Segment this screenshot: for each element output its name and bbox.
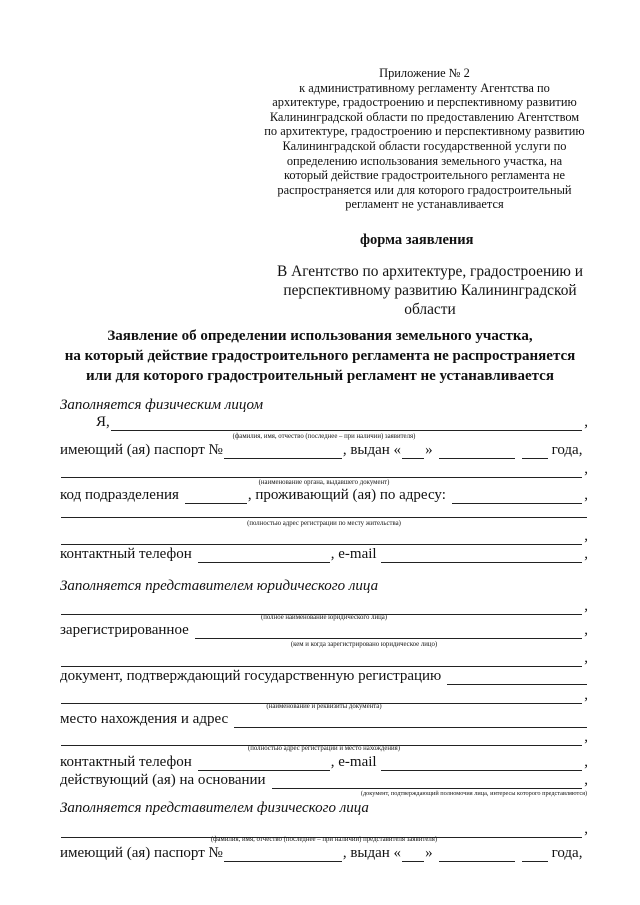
comma: , <box>584 546 588 562</box>
residence-address-field[interactable] <box>452 490 582 504</box>
appendix-line: определению использования земельного участка, на <box>286 153 563 168</box>
registration-authority-field[interactable] <box>195 625 582 639</box>
comma: , <box>584 821 588 837</box>
appendix-line: к административному регламенту Агентства по <box>299 80 550 95</box>
comma: , <box>584 772 588 788</box>
caption-issuer: (наименование органа, выдавшего документ) <box>258 479 390 486</box>
subdivision-row <box>60 487 588 504</box>
addressee-line: В Агентство по архитектуре, градостроению и <box>276 263 584 280</box>
registered-row <box>60 622 588 639</box>
addressee-line: области <box>404 301 456 318</box>
comma: , <box>584 622 588 638</box>
comma: , <box>584 414 588 430</box>
rep-passport-row <box>60 845 588 862</box>
individual-email-field[interactable] <box>381 549 583 563</box>
caption-registered: (кем и когда зарегистрировано юридическое лицо) <box>290 641 438 648</box>
legal-email-label: , e-mail <box>330 754 377 770</box>
rep-year-label: года, <box>551 845 583 861</box>
residence-address-extra-field[interactable] <box>61 531 582 545</box>
comma: , <box>584 528 588 544</box>
caption-representative-fio: (фамилия, имя, отчество (последнее – при наличии) представителя заявителя) <box>210 836 438 843</box>
issuer-row <box>60 461 588 478</box>
location-extra-row <box>60 729 588 746</box>
residence-address-continuation-field[interactable] <box>61 504 587 518</box>
address-extra-row <box>60 528 588 545</box>
document-label: документ, подтверждающий государственную регистрацию <box>60 668 442 684</box>
quote-close: » <box>425 442 433 458</box>
registration-extra-field[interactable] <box>61 653 582 667</box>
registration-document-field[interactable] <box>447 671 587 685</box>
acting-row <box>60 772 588 789</box>
caption-residence-address: (полностью адрес регистрации по месту жительства) <box>247 520 401 527</box>
authority-document-field[interactable] <box>272 775 583 789</box>
comma: , <box>584 687 588 703</box>
caption-applicant-fio: (фамилия, имя, отчество (последнее – при наличии) заявителя) <box>232 433 416 440</box>
legal-location-extra-field[interactable] <box>61 732 582 746</box>
location-row <box>60 711 588 728</box>
title-line: или для которого градостроительный регламент не устанавливается <box>86 368 554 384</box>
appendix-header <box>252 66 597 212</box>
issued-label: , выдан « <box>342 442 402 458</box>
appendix-line: который действие градостроительного регламента не <box>284 168 565 183</box>
phone-label: контактный телефон <box>60 546 192 562</box>
acting-label: действующий (ая) на основании <box>60 772 266 788</box>
representative-section-heading: Заполняется представителем физического лица <box>60 800 369 816</box>
form-label: форма заявления <box>360 232 474 248</box>
caption-legal-name: (полное наименование юридического лица) <box>260 614 388 621</box>
individual-phone-field[interactable] <box>198 549 330 563</box>
subdivision-label: код подразделения <box>60 487 179 503</box>
caption-document: (наименование и реквизиты документа) <box>266 703 382 710</box>
registered-label: зарегистрированное <box>60 622 189 638</box>
document-row <box>60 668 588 685</box>
year-label: года, <box>551 442 583 458</box>
caption-acting: (документ, подтверждающий полномочия лица, интересы которого представляются) <box>360 790 588 797</box>
appendix-line: Калининградской области по предоставлению Агентством <box>269 109 580 124</box>
legal-phone-field[interactable] <box>198 757 330 771</box>
comma: , <box>584 598 588 614</box>
addressee-line: перспективному развитию Калининградской <box>283 282 577 299</box>
location-label: место нахождения и адрес <box>60 711 229 727</box>
registration-document-extra-field[interactable] <box>61 690 582 704</box>
rep-passport-number-field[interactable] <box>224 848 342 862</box>
legal-contacts-row <box>60 754 588 771</box>
issue-month-field[interactable] <box>439 445 515 459</box>
comma: , <box>584 461 588 477</box>
title-line: Заявление об определении использования земельного участка, <box>107 328 533 344</box>
comma: , <box>584 650 588 666</box>
legal-phone-label: контактный телефон <box>60 754 192 770</box>
rep-issued-label: , выдан « <box>342 845 402 861</box>
rep-quote-close: » <box>425 845 433 861</box>
legal-section-heading: Заполняется представителем юридического лица <box>60 578 379 594</box>
appendix-line: регламент не устанавливается <box>345 197 504 212</box>
legal-name-row <box>60 598 588 615</box>
individual-contacts-row <box>60 546 588 563</box>
issue-year-field[interactable] <box>522 445 548 459</box>
subdivision-code-field[interactable] <box>185 490 247 504</box>
passport-row <box>60 442 588 459</box>
rep-issue-year-field[interactable] <box>522 848 548 862</box>
comma: , <box>584 487 588 503</box>
rep-issue-month-field[interactable] <box>439 848 515 862</box>
appendix-line: архитектуре, градостроению и перспективному развитию <box>272 95 577 110</box>
appendix-line: распространяется или для которого градостроительный <box>277 182 572 197</box>
applicant-fio-field[interactable] <box>111 417 582 431</box>
caption-location: (полностью адрес регистрации и место нахождения) <box>247 745 401 752</box>
appendix-line: Калининградской области государственной услуги по <box>282 138 567 153</box>
addressee <box>260 262 600 319</box>
registration-extra-row <box>60 650 588 667</box>
individual-section-heading: Заполняется физическим лицом <box>60 397 264 413</box>
legal-email-field[interactable] <box>381 757 583 771</box>
fio-row <box>60 414 588 431</box>
appendix-line: по архитектуре, градостроению и перспективному развитию <box>264 124 585 139</box>
appendix-line: Приложение № 2 <box>379 66 470 80</box>
address-continuation-row <box>60 504 588 518</box>
residing-label: , проживающий (ая) по адресу: <box>247 487 446 503</box>
issue-day-field[interactable] <box>402 445 424 459</box>
passport-label: имеющий (ая) паспорт № <box>60 442 223 458</box>
email-label: , e-mail <box>330 546 377 562</box>
legal-location-field[interactable] <box>234 714 587 728</box>
application-title <box>40 326 600 386</box>
i-label: Я, <box>96 414 110 430</box>
rep-passport-label: имеющий (ая) паспорт № <box>60 845 223 861</box>
passport-issuer-field[interactable] <box>61 464 582 478</box>
document-extra-row <box>60 687 588 704</box>
passport-number-field[interactable] <box>224 445 342 459</box>
rep-issue-day-field[interactable] <box>402 848 424 862</box>
comma: , <box>584 754 588 770</box>
comma: , <box>584 729 588 745</box>
legal-entity-name-field[interactable] <box>61 601 582 615</box>
title-line: на который действие градостроительного регламента не распространяется <box>64 348 576 364</box>
